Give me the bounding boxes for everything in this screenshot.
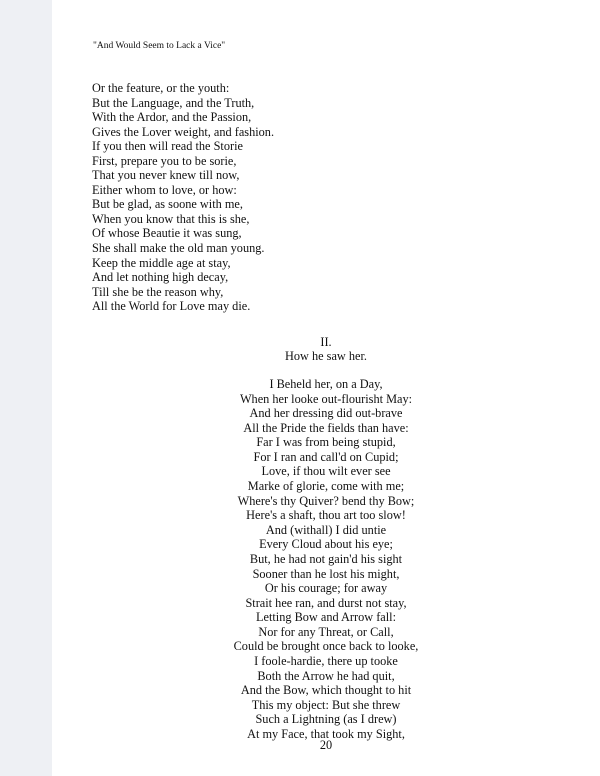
poem-line: Far I was from being stupid, bbox=[256, 435, 396, 450]
poem-line: And her dressing did out-brave bbox=[249, 406, 403, 421]
poem-line: This my object: But she threw bbox=[251, 697, 401, 712]
poem-line: Or his courage; for away bbox=[264, 581, 388, 596]
section-numeral: II. bbox=[320, 335, 332, 349]
poem-line: Till she be the reason why, bbox=[92, 284, 224, 299]
poem-line: Marke of glorie, come with me; bbox=[247, 479, 405, 494]
poem-line: At my Face, that took my Sight, bbox=[247, 726, 405, 741]
poem-line: But the Language, and the Truth, bbox=[92, 95, 255, 110]
stanza-two bbox=[52, 377, 600, 741]
poem-line: Where's thy Quiver? bend thy Bow; bbox=[237, 493, 415, 508]
poem-line: Every Cloud about his eye; bbox=[259, 537, 393, 552]
poem-line: When her looke out-flourisht May: bbox=[239, 391, 413, 406]
poem-line: All the Pride the fields than have: bbox=[243, 420, 409, 435]
poem-line: Nor for any Threat, or Call, bbox=[258, 624, 394, 639]
poem-line: Here's a shaft, thou art too slow! bbox=[246, 508, 406, 523]
poem-line: I Beheld her, on a Day, bbox=[269, 377, 383, 391]
section-title: How he saw her. bbox=[285, 349, 367, 363]
poem-line: Either whom to love, or how: bbox=[92, 182, 237, 197]
poem-line: Could be brought once back to looke, bbox=[233, 639, 419, 654]
poem-line: Such a Lightning (as I drew) bbox=[255, 712, 397, 727]
poem-line: Keep the middle age at stay, bbox=[92, 255, 231, 270]
poem-line: I foole-hardie, there up tooke bbox=[254, 653, 398, 668]
poem-line: Or the feature, or the youth: bbox=[92, 81, 230, 95]
poem-line: Strait hee ran, and durst not stay, bbox=[245, 595, 407, 610]
poem-line: Both the Arrow he had quit, bbox=[257, 668, 395, 683]
poem-line: If you then will read the Storie bbox=[92, 139, 243, 154]
poem-line: Love, if thou wilt ever see bbox=[261, 464, 391, 479]
poem-line: With the Ardor, and the Passion, bbox=[92, 110, 252, 125]
poem-line: Sooner than he lost his might, bbox=[252, 566, 400, 581]
poem-line: Of whose Beautie it was sung, bbox=[92, 226, 242, 241]
poem-line: But be glad, as soone with me, bbox=[92, 197, 243, 212]
poem-line: Gives the Lover weight, and fashion. bbox=[92, 124, 275, 139]
page-number: 20 bbox=[319, 738, 333, 752]
poem-line: First, prepare you to be sorie, bbox=[92, 153, 237, 168]
poem-line: All the World for Love may die. bbox=[92, 299, 251, 314]
poem-line: When you know that this is she, bbox=[92, 211, 250, 226]
document-page bbox=[52, 0, 600, 776]
poem-line: But, he had not gain'd his sight bbox=[249, 551, 403, 566]
poem-line: That you never knew till now, bbox=[92, 168, 240, 183]
running-header: "And Would Seem to Lack a Vice" bbox=[93, 41, 226, 51]
stanza-one bbox=[92, 81, 274, 314]
poem-line: Letting Bow and Arrow fall: bbox=[255, 610, 397, 625]
poem-line: For I ran and call'd on Cupid; bbox=[253, 449, 399, 464]
poem-line: And let nothing high decay, bbox=[92, 270, 229, 285]
poem-line: And (withall) I did untie bbox=[265, 522, 387, 537]
poem-line: And the Bow, which thought to hit bbox=[240, 683, 412, 698]
poem-line: She shall make the old man young. bbox=[92, 241, 265, 256]
